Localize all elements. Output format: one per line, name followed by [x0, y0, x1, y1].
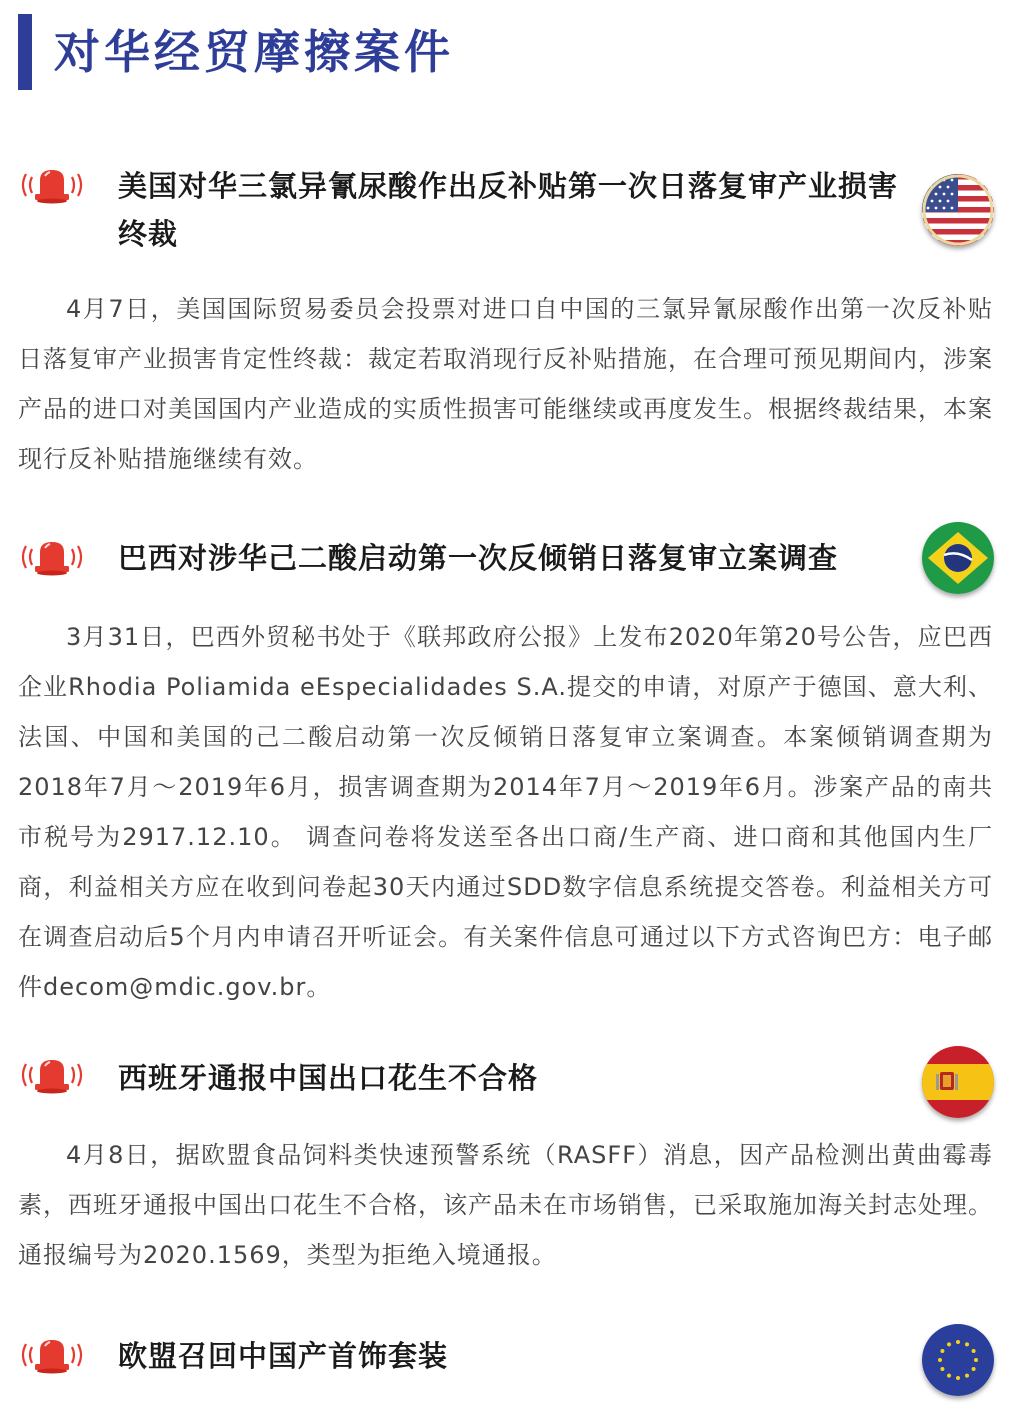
- alarm-bell-icon: [18, 1336, 86, 1374]
- article-body: 4月7日，美国国际贸易委员会投票对进口自中国的三氯异氰尿酸作出第一次反补贴日落复审产业损害肯定性终裁：裁定若取消现行反补贴措施，在合理可预见期间内，涉案产品的进口对美国国内产业造成的实质性损害可能继续或再度发生。根据终裁结果，本案现行反补贴措施继续有效。: [18, 295, 993, 473]
- eu-flag-icon: [922, 1324, 994, 1396]
- article-body: 4月8日，据欧盟食品饲料类快速预警系统（RASFF）消息，因产品检测出黄曲霉毒素，西班牙通报中国出口花生不合格，该产品未在市场销售，已采取施加海关封志处理。通报编号为2020.1569，类型为拒绝入境通报。: [18, 1141, 993, 1269]
- section-header: [18, 14, 454, 90]
- alarm-bell-icon: [18, 538, 86, 576]
- article-headline: 欧盟召回中国产首饰套装: [118, 1339, 449, 1373]
- page-title: 对华经贸摩擦案件: [54, 25, 454, 79]
- spain-flag-icon: [922, 1046, 994, 1118]
- alarm-bell-icon: [18, 166, 86, 204]
- article-headline: 美国对华三氯异氰尿酸作出反补贴第一次日落复审产业损害终裁: [118, 169, 899, 251]
- article-headline: 西班牙通报中国出口花生不合格: [118, 1061, 539, 1095]
- article-body: 3月31日，巴西外贸秘书处于《联邦政府公报》上发布2020年第20号公告，应巴西企业Rhodia Poliamida eEspecialidades S.A.提交的申请，对原产于德国、意大利、法国、中国和美国的己二酸启动第一次反倾销日落复审立案调查。本案倾销调查期为2018年7月～2019年6月，损害调查期为2014年7月～2019年6月。涉案产品的南共市税号为2917.12.10。 调查问卷将发送至各出口商/生产商、进口商和其他国内生厂商，利益相关方应在收到问卷起30天内通过SDD数字信息系统提交答卷。利益相关方可在调查启动后5个月内申请召开听证会。有关案件信息可通过以下方式咨询巴方：电子邮件decom@mdic.gov.br。: [18, 623, 993, 1001]
- brazil-flag-icon: [922, 522, 994, 594]
- article-headline: 巴西对涉华己二酸启动第一次反倾销日落复审立案调查: [118, 541, 839, 575]
- title-accent-bar: [18, 14, 32, 90]
- usa-flag-icon: [922, 174, 994, 246]
- alarm-bell-icon: [18, 1056, 86, 1094]
